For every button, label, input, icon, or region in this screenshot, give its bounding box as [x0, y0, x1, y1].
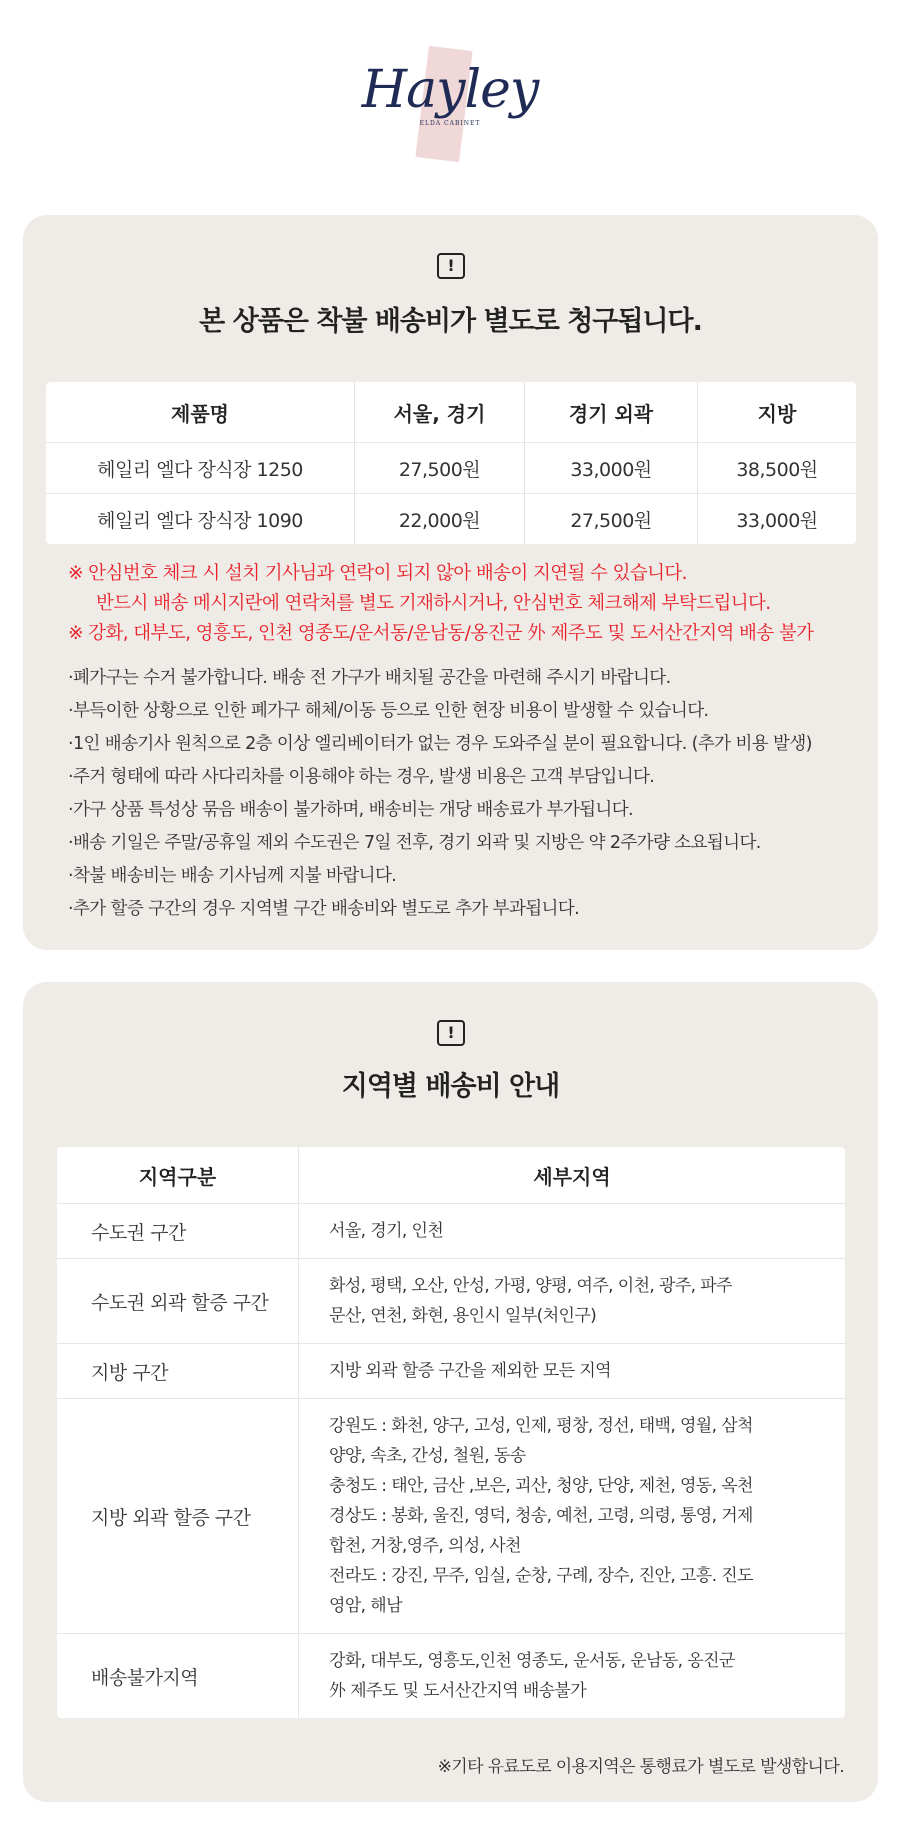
zone-detail	[299, 1634, 846, 1719]
detail-line: 外 제주도 및 도서산간지역 배송불가	[329, 1681, 587, 1701]
detail-line: 문산, 연천, 화현, 용인시 일부(처인구)	[329, 1306, 597, 1326]
detail-line: 영암, 해남	[329, 1596, 402, 1616]
detail-line: 지방 외곽 할증 구간을 제외한 모든 지역	[329, 1361, 611, 1381]
region-table	[57, 1147, 845, 1718]
zone-name: 지방 구간	[57, 1344, 299, 1399]
price-cell: 33,000원	[525, 443, 698, 494]
shipping-price-table	[46, 382, 856, 544]
table-row	[57, 1399, 845, 1634]
price-cell: 22,000원	[355, 494, 525, 545]
zone-name: 지방 외곽 할증 구간	[57, 1399, 299, 1634]
toll-footnote: ※기타 유료도로 이용지역은 통행료가 별도로 발생합니다.	[437, 1757, 844, 1777]
zone-detail	[299, 1259, 846, 1344]
detail-line: 전라도 : 강진, 무주, 임실, 순창, 구례, 장수, 진안, 고흥. 진도	[329, 1566, 753, 1586]
table-header-row	[57, 1147, 845, 1204]
zone-name: 배송불가지역	[57, 1634, 299, 1719]
note-item: ·1인 배송기사 원칙으로 2층 이상 엘리베이터가 없는 경우 도와주실 분이 필요합니다. (추가 비용 발생)	[68, 734, 812, 754]
table-header-row	[46, 382, 856, 443]
detail-line: 경상도 : 봉화, 울진, 영덕, 청송, 예천, 고령, 의령, 통영, 거제	[329, 1506, 753, 1526]
logo-wordmark: Hayley	[361, 60, 539, 120]
warning-notes	[68, 559, 868, 649]
detail-line: 양양, 속초, 간성, 철원, 동송	[329, 1446, 526, 1466]
table-row	[46, 443, 856, 494]
shipping-notice-card	[23, 215, 878, 950]
note-item: ·추가 할증 구간의 경우 지역별 구간 배송비와 별도로 추가 부과됩니다.	[68, 899, 580, 919]
exclamation-icon: !	[437, 253, 465, 279]
region-guide-card	[23, 982, 878, 1802]
header-seoul-gyeonggi: 서울, 경기	[355, 382, 525, 443]
note-item: ·부득이한 상황으로 인한 폐가구 해체/이동 등으로 인한 현장 비용이 발생할 수 있습니다.	[68, 701, 709, 721]
zone-detail	[299, 1204, 846, 1259]
detail-line: 강화, 대부도, 영흥도,인천 영종도, 운서동, 운남동, 옹진군	[329, 1651, 735, 1671]
table-row	[57, 1344, 845, 1399]
price-cell: 38,500원	[698, 443, 857, 494]
table-row	[57, 1634, 845, 1719]
table-row	[46, 494, 856, 545]
header-detail: 세부지역	[299, 1147, 846, 1204]
delivery-notes	[68, 662, 868, 926]
detail-line: 강원도 : 화천, 양구, 고성, 인제, 평창, 정선, 태백, 영월, 삼척	[329, 1416, 753, 1436]
zone-detail	[299, 1399, 846, 1634]
price-cell: 27,500원	[525, 494, 698, 545]
note-item: ·가구 상품 특성상 묶음 배송이 불가하며, 배송비는 개당 배송료가 부가됩니다.	[68, 800, 634, 820]
header-province: 지방	[698, 382, 857, 443]
zone-name: 수도권 외곽 할증 구간	[57, 1259, 299, 1344]
warning-line: 반드시 배송 메시지란에 연락처를 별도 기재하시거나, 안심번호 체크해제 부탁드립니다.	[96, 593, 771, 614]
detail-line: 서울, 경기, 인천	[329, 1221, 444, 1241]
shipping-notice-title: 본 상품은 착불 배송비가 별도로 청구됩니다.	[199, 306, 702, 337]
detail-line: 충청도 : 태안, 금산 ,보은, 괴산, 청양, 단양, 제천, 영동, 옥천	[329, 1476, 753, 1496]
region-guide-title: 지역별 배송비 안내	[341, 1071, 560, 1102]
note-item: ·착불 배송비는 배송 기사님께 지불 바랍니다.	[68, 866, 397, 886]
note-item: ·배송 기일은 주말/공휴일 제외 수도권은 7일 전후, 경기 외곽 및 지방은 약 2주가량 소요됩니다.	[68, 833, 761, 853]
note-item: ·주거 형태에 따라 사다리차를 이용해야 하는 경우, 발생 비용은 고객 부담입니다.	[68, 767, 655, 787]
note-item: ·폐가구는 수거 불가합니다. 배송 전 가구가 배치될 공간을 마련해 주시기 바랍니다.	[68, 668, 671, 688]
zone-detail	[299, 1344, 846, 1399]
header-product: 제품명	[171, 401, 229, 426]
detail-line: 합천, 거창,영주, 의성, 사천	[329, 1536, 521, 1556]
zone-name: 수도권 구간	[57, 1204, 299, 1259]
warning-line: ※ 강화, 대부도, 영흥도, 인천 영종도/운서동/운남동/옹진군 外 제주도 및 도서산간지역 배송 불가	[68, 623, 814, 644]
product-name: 헤일리 엘다 장식장 1250	[46, 443, 355, 494]
brand-logo	[0, 40, 900, 170]
detail-line: 화성, 평택, 오산, 안성, 가평, 양평, 여주, 이천, 광주, 파주	[329, 1276, 732, 1296]
product-name: 헤일리 엘다 장식장 1090	[46, 494, 355, 545]
table-row	[57, 1259, 845, 1344]
warning-line: ※ 안심번호 체크 시 설치 기사님과 연락이 되지 않아 배송이 지연될 수 있습니다.	[68, 563, 687, 584]
logo-subtitle: ELDA CABINET	[419, 120, 481, 127]
table-row	[57, 1204, 845, 1259]
exclamation-icon: !	[437, 1020, 465, 1046]
header-gyeonggi-outer: 경기 외곽	[525, 382, 698, 443]
header-zone: 지역구분	[138, 1164, 217, 1189]
price-cell: 27,500원	[355, 443, 525, 494]
price-cell: 33,000원	[698, 494, 857, 545]
